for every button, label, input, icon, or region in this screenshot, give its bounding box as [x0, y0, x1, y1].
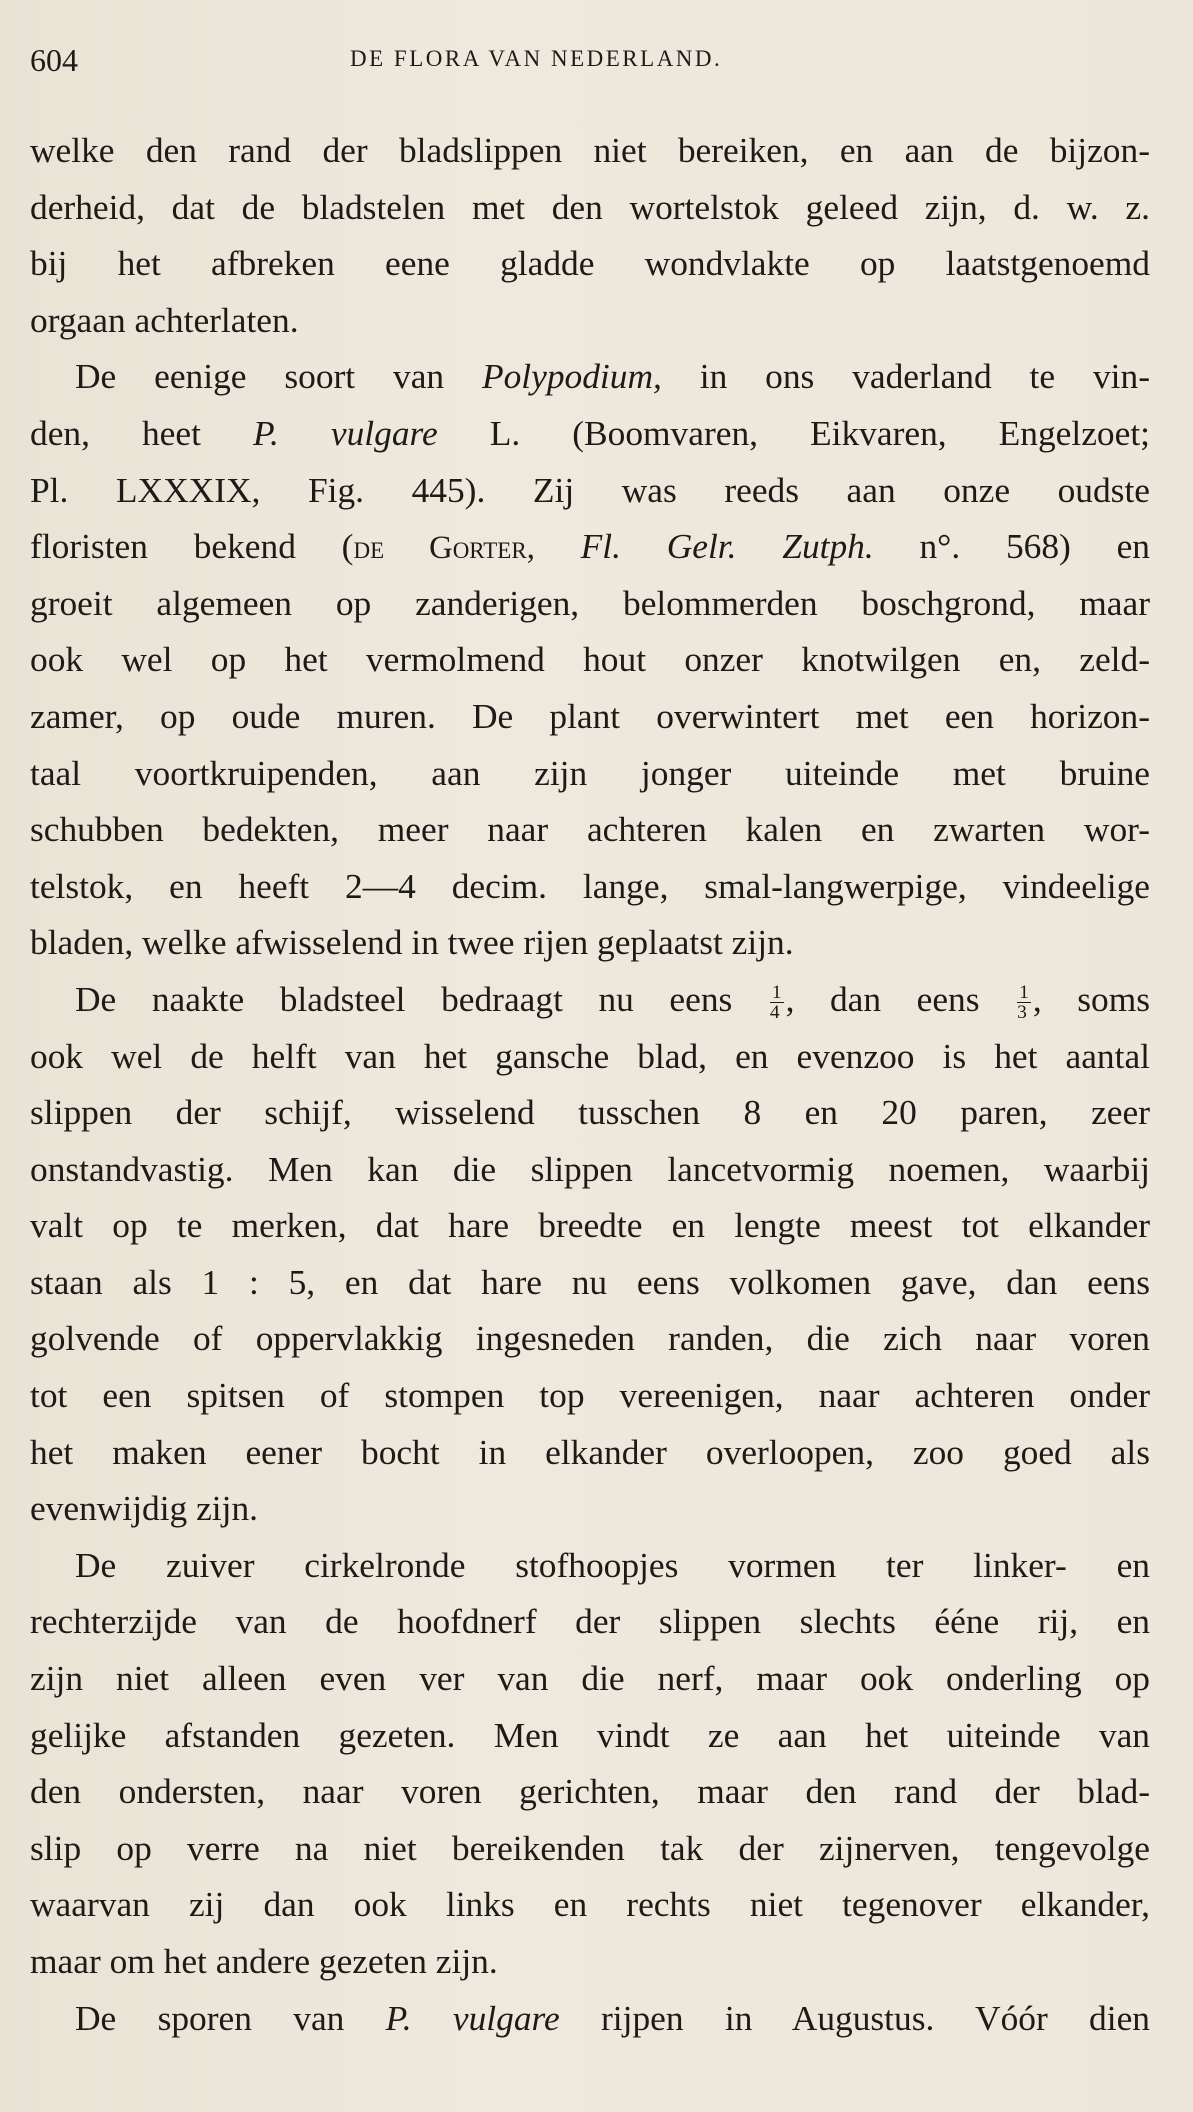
text-line: ook wel de helft van het gansche blad, en evenzoo is het aantal [30, 1035, 1150, 1076]
text-line: orgaan achterlaten. [30, 299, 299, 340]
page-header [30, 36, 1150, 82]
text-line: den, heet P. vulgare L. (Boomvaren, Eikvaren, Engelzoet; [30, 412, 1150, 453]
text-line: De eenige soort van Polypodium, in ons vaderland te vin- [75, 356, 1150, 397]
text-line: ook wel op het vermolmend hout onzer knotwilgen en, zeld- [30, 639, 1150, 680]
italic-reference: Fl. Gelr. Zutph. [580, 526, 874, 567]
text-line: waarvan zij dan ook links en rechts niet tegenover elkander, [30, 1884, 1150, 1925]
text-line: bladen, welke afwisselend in twee rijen geplaatst zijn. [30, 922, 794, 963]
text-line: slippen der schijf, wisselend tusschen 8 en 20 paren, zeer [30, 1092, 1150, 1133]
fraction: $\frac{1}{4}$ [769, 981, 782, 1024]
text-line: den ondersten, naar voren gerichten, maar den rand der blad- [30, 1771, 1150, 1812]
book-page [30, 36, 1150, 2038]
text-line: derheid, dat de bladstelen met den wortelstok geleed zijn, d. w. z. [30, 186, 1150, 227]
text-line: zamer, op oude muren. De plant overwintert met een horizon- [30, 695, 1150, 736]
italic-species: P. vulgare [385, 1997, 560, 2038]
fraction: $\frac{1}{3}$ [1017, 981, 1029, 1024]
text-line: gelijke afstanden gezeten. Men vindt ze aan het uiteinde van [30, 1714, 1150, 1755]
running-title: DE FLORA VAN NEDERLAND. [350, 46, 723, 71]
text-line: taal voortkruipenden, aan zijn jonger uiteinde met bruine [30, 752, 1150, 793]
text-line: valt op te merken, dat hare breedte en lengte meest tot elkander [30, 1205, 1150, 1246]
text-line: De sporen van P. vulgare rijpen in Augustus. Vóór dien [75, 1997, 1150, 2038]
text-line: het maken eener bocht in elkander overloopen, zoo goed als [30, 1431, 1150, 1472]
text-line: slip op verre na niet bereikenden tak der zijnerven, tengevolge [30, 1827, 1150, 1868]
text-line: groeit algemeen op zanderigen, belommerden boschgrond, maar [30, 582, 1150, 623]
text-line: Pl. LXXXIX, Fig. 445). Zij was reeds aan onze oudste [30, 469, 1150, 510]
text-line: staan als 1 : 5, en dat hare nu eens volkomen gave, dan eens [30, 1261, 1150, 1302]
text-line: onstandvastig. Men kan die slippen lancetvormig noemen, waarbij [30, 1148, 1150, 1189]
text-line: schubben bedekten, meer naar achteren kalen en zwarten wor- [30, 809, 1150, 850]
text-line: De zuiver cirkelronde stofhoopjes vormen ter linker- en [75, 1544, 1150, 1585]
text-line: zijn niet alleen even ver van die nerf, maar ook onderling op [30, 1658, 1150, 1699]
italic-species: P. vulgare [252, 412, 438, 453]
text-line: telstok, en heeft 2—4 decim. lange, smal-langwerpige, vindeelige [30, 865, 1150, 906]
page-number: 604 [30, 42, 78, 78]
text-line: evenwijdig zijn. [30, 1488, 259, 1529]
text-line: rechterzijde van de hoofdnerf der slippen slechts ééne rij, en [30, 1601, 1150, 1642]
author-name: de Gorter, [353, 530, 535, 567]
text-line: De naakte bladsteel bedraagt nu eens $\frac{1}{4}$ , dan eens $\frac{1}{3}$ , soms [75, 978, 1150, 1024]
body-text [30, 122, 1150, 2046]
text-line: floristen bekend (de Gorter, Fl. Gelr. Zutph. n°. 568) en [30, 526, 1150, 567]
text-line: bij het afbreken eene gladde wondvlakte op laatstgenoemd [30, 243, 1150, 284]
text-line: golvende of oppervlakkig ingesneden randen, die zich naar voren [30, 1318, 1150, 1359]
text-line: maar om het andere gezeten zijn. [30, 1941, 498, 1981]
text-line: welke den rand der bladslippen niet bereiken, en aan de bijzon- [30, 130, 1150, 170]
text-line: tot een spitsen of stompen top vereenigen, naar achteren onder [30, 1375, 1150, 1416]
italic-genus: Polypodium, [481, 356, 662, 397]
